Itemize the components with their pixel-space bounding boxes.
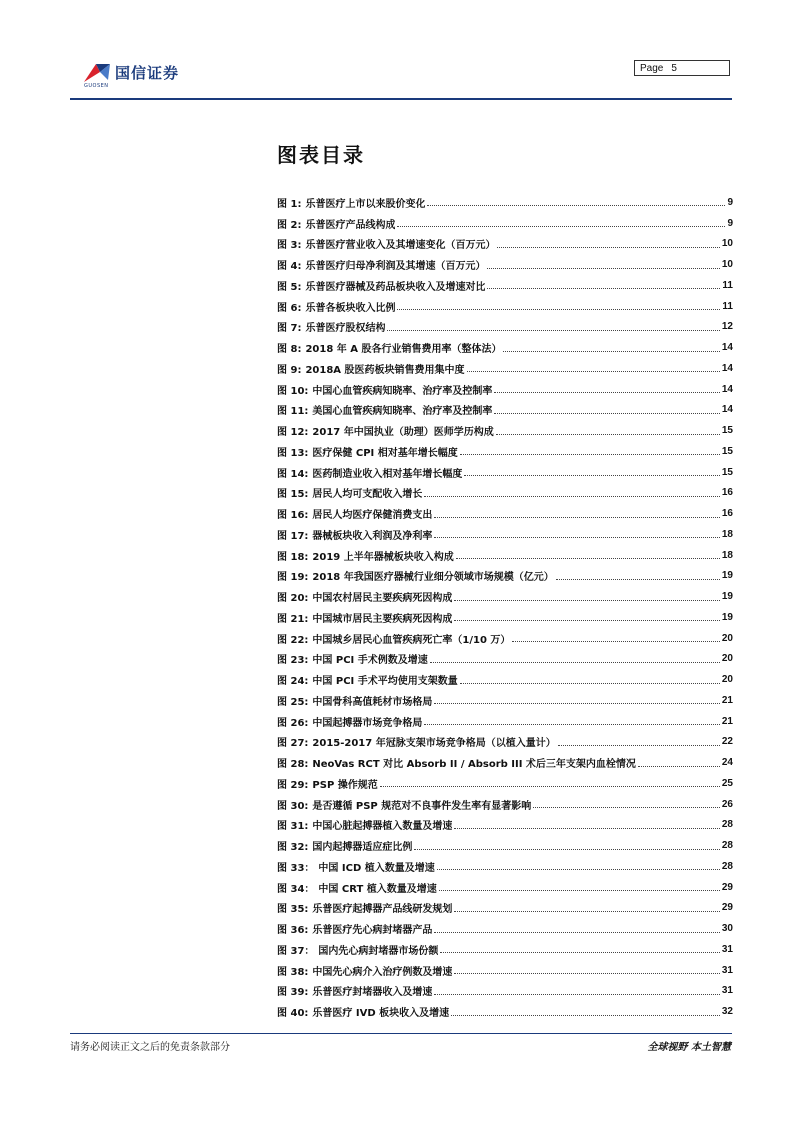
toc-page-number: 25 bbox=[721, 777, 733, 789]
toc-figure-title: 美国心血管疾病知晓率、治疗率及控制率 bbox=[312, 406, 493, 418]
toc-figure-number: 图 13: bbox=[277, 447, 309, 459]
toc-figure-number: 图 11: bbox=[277, 406, 309, 418]
toc-leader-dots bbox=[434, 702, 719, 704]
toc-figure-title: 乐普医疗起搏器产品线研发规划 bbox=[312, 904, 453, 916]
toc-entry[interactable] bbox=[277, 939, 733, 960]
toc-leader-dots bbox=[467, 370, 720, 372]
toc-entry[interactable] bbox=[277, 690, 733, 711]
toc-leader-dots bbox=[460, 682, 720, 684]
toc-entry[interactable] bbox=[277, 773, 733, 794]
toc-figure-number: 图 29: bbox=[277, 779, 309, 791]
toc-figure-number: 图 18: bbox=[277, 551, 309, 563]
toc-figure-number: 图 32: bbox=[277, 842, 309, 854]
toc-entry[interactable] bbox=[277, 379, 733, 400]
toc-page-number: 30 bbox=[721, 923, 733, 935]
toc-figure-title: 乐普医疗先心病封堵器产品 bbox=[312, 925, 433, 937]
toc-figure-number: 图 39: bbox=[277, 987, 309, 999]
toc-leader-dots bbox=[487, 287, 720, 289]
toc-figure-title: 中国起搏器市场竞争格局 bbox=[312, 717, 423, 729]
toc-page-number: 20 bbox=[721, 632, 733, 644]
toc-leader-dots bbox=[424, 495, 719, 497]
page-number: 5 bbox=[671, 63, 677, 74]
toc-leader-dots bbox=[451, 1014, 720, 1016]
toc-figure-title: 乐普医疗上市以来股价变化 bbox=[305, 198, 426, 210]
toc-figure-title: 居民人均可支配收入增长 bbox=[312, 489, 423, 501]
toc-figure-title: 中国城乡居民心血管疾病死亡率（1/10 万） bbox=[312, 634, 511, 646]
toc-figure-number: 图 6: bbox=[277, 302, 302, 314]
toc-entry[interactable] bbox=[277, 420, 733, 441]
toc-figure-number: 图 26: bbox=[277, 717, 309, 729]
toc-figure-title: 国内起搏器适应症比例 bbox=[312, 842, 413, 854]
toc-figure-title: 医疗保健 CPI 相对基年增长幅度 bbox=[312, 447, 458, 459]
toc-entry[interactable] bbox=[277, 317, 733, 338]
toc-leader-dots bbox=[454, 599, 719, 601]
toc-figure-number: 图 22: bbox=[277, 634, 309, 646]
toc-figure-number: 图 4: bbox=[277, 261, 302, 273]
toc-leader-dots bbox=[460, 453, 720, 455]
toc-leader-dots bbox=[430, 661, 720, 663]
toc-figure-title: 2019 上半年器械板块收入构成 bbox=[312, 551, 454, 563]
toc-entry[interactable] bbox=[277, 1001, 733, 1022]
toc-figure-title: 乐普医疗产品线构成 bbox=[305, 219, 396, 231]
toc-page-number: 10 bbox=[721, 238, 733, 250]
toc-leader-dots bbox=[424, 723, 719, 725]
toc-entry[interactable] bbox=[277, 254, 733, 275]
toc-figure-title: 国内先心病封堵器市场份额 bbox=[318, 945, 439, 957]
toc-entry[interactable] bbox=[277, 856, 733, 877]
toc-entry[interactable] bbox=[277, 462, 733, 483]
toc-entry[interactable] bbox=[277, 877, 733, 898]
toc-page-number: 29 bbox=[721, 881, 733, 893]
footer-divider bbox=[70, 1033, 732, 1034]
company-logo bbox=[82, 56, 202, 90]
toc-leader-dots bbox=[638, 765, 720, 767]
toc-figure-title: 乐普医疗封堵器收入及增速 bbox=[312, 987, 433, 999]
toc-leader-dots bbox=[456, 557, 720, 559]
toc-leader-dots bbox=[414, 848, 719, 850]
toc-page-number: 18 bbox=[721, 528, 733, 540]
toc-figure-number: 图 21: bbox=[277, 613, 309, 625]
toc-figure-number: 图 1: bbox=[277, 198, 302, 210]
toc-leader-dots bbox=[494, 412, 719, 414]
toc-entry[interactable] bbox=[277, 628, 733, 649]
footer-disclaimer: 请务必阅读正文之后的免责条款部分 bbox=[70, 1042, 230, 1053]
toc-figure-number: 图 3: bbox=[277, 240, 302, 252]
toc-page-number: 14 bbox=[721, 362, 733, 374]
toc-entry[interactable] bbox=[277, 898, 733, 919]
toc-entry[interactable] bbox=[277, 586, 733, 607]
toc-entry[interactable] bbox=[277, 358, 733, 379]
toc-figure-title: 乐普医疗股权结构 bbox=[305, 323, 386, 335]
toc-figure-title: 乐普医疗营业收入及其增速变化（百万元） bbox=[305, 240, 496, 252]
toc-leader-dots bbox=[454, 910, 719, 912]
toc-figure-title: 2018 年 A 股各行业销售费用率（整体法） bbox=[305, 344, 502, 356]
toc-page-number: 15 bbox=[721, 445, 733, 457]
toc-figure-title: 中国骨科高值耗材市场格局 bbox=[312, 696, 433, 708]
toc-page-number: 22 bbox=[721, 736, 733, 748]
toc-figure-number: 图 16: bbox=[277, 510, 309, 522]
toc-figure-number: 图 25: bbox=[277, 696, 309, 708]
toc-entry[interactable] bbox=[277, 711, 733, 732]
toc-leader-dots bbox=[439, 889, 720, 891]
toc-leader-dots bbox=[427, 204, 725, 206]
toc-figure-title: 2015-2017 年冠脉支架市场竞争格局（以植入量计） bbox=[312, 738, 556, 750]
toc-figure-title: 2018A 股医药板块销售费用集中度 bbox=[305, 364, 465, 376]
table-of-figures bbox=[277, 192, 733, 1022]
toc-leader-dots bbox=[440, 951, 719, 953]
toc-page-number: 10 bbox=[721, 259, 733, 271]
toc-figure-title: 医药制造业收入相对基年增长幅度 bbox=[312, 468, 463, 480]
toc-page-number: 28 bbox=[721, 860, 733, 872]
toc-entry[interactable] bbox=[277, 213, 733, 234]
toc-leader-dots bbox=[454, 972, 719, 974]
company-name: 国信证券 bbox=[115, 64, 180, 82]
toc-entry[interactable] bbox=[277, 732, 733, 753]
toc-entry[interactable] bbox=[277, 835, 733, 856]
toc-entry[interactable] bbox=[277, 649, 733, 670]
toc-entry[interactable] bbox=[277, 669, 733, 690]
toc-page-number: 31 bbox=[721, 964, 733, 976]
toc-page-number: 11 bbox=[722, 300, 733, 312]
toc-figure-title: PSP 操作规范 bbox=[312, 779, 378, 791]
toc-leader-dots bbox=[497, 246, 719, 248]
toc-figure-title: 中国心血管疾病知晓率、治疗率及控制率 bbox=[312, 385, 493, 397]
toc-entry[interactable] bbox=[277, 566, 733, 587]
toc-figure-title: 是否遵循 PSP 规范对不良事件发生率有显著影响 bbox=[312, 800, 532, 812]
toc-leader-dots bbox=[558, 744, 720, 746]
toc-figure-title: 中国 ICD 植入数量及增速 bbox=[318, 862, 435, 874]
toc-entry[interactable] bbox=[277, 981, 733, 1002]
toc-entry[interactable] bbox=[277, 296, 733, 317]
toc-leader-dots bbox=[437, 868, 720, 870]
toc-figure-title: 中国农村居民主要疾病死因构成 bbox=[312, 593, 453, 605]
toc-figure-title: 中国心脏起搏器植入数量及增速 bbox=[312, 821, 453, 833]
toc-figure-number: 图 10: bbox=[277, 385, 309, 397]
toc-page-number: 11 bbox=[722, 279, 733, 291]
page-label: Page bbox=[640, 63, 664, 74]
toc-leader-dots bbox=[533, 806, 720, 808]
toc-figure-number: 图 9: bbox=[277, 364, 302, 376]
toc-leader-dots bbox=[397, 225, 725, 227]
toc-figure-number: 图 37： bbox=[277, 945, 315, 957]
toc-page-number: 28 bbox=[721, 840, 733, 852]
toc-figure-number: 图 40: bbox=[277, 1008, 309, 1020]
toc-page-number: 29 bbox=[721, 902, 733, 914]
toc-leader-dots bbox=[487, 267, 719, 269]
toc-page-number: 32 bbox=[721, 1006, 733, 1018]
toc-entry[interactable] bbox=[277, 524, 733, 545]
toc-leader-dots bbox=[503, 350, 719, 352]
toc-page-number: 12 bbox=[721, 321, 733, 333]
toc-figure-number: 图 23: bbox=[277, 655, 309, 667]
toc-figure-number: 图 35: bbox=[277, 904, 309, 916]
toc-entry[interactable] bbox=[277, 400, 733, 421]
page-title: 图表目录 bbox=[277, 143, 365, 167]
toc-entry[interactable] bbox=[277, 275, 733, 296]
toc-figure-number: 图 15: bbox=[277, 489, 309, 501]
toc-figure-title: 乐普各板块收入比例 bbox=[305, 302, 396, 314]
toc-figure-number: 图 20: bbox=[277, 593, 309, 605]
toc-leader-dots bbox=[387, 329, 719, 331]
toc-leader-dots bbox=[454, 619, 719, 621]
toc-figure-title: 乐普医疗归母净利润及其增速（百万元） bbox=[305, 261, 486, 273]
toc-entry[interactable] bbox=[277, 192, 733, 213]
toc-entry[interactable] bbox=[277, 815, 733, 836]
toc-leader-dots bbox=[494, 391, 719, 393]
toc-leader-dots bbox=[434, 516, 719, 518]
toc-page-number: 31 bbox=[721, 943, 733, 955]
toc-page-number: 14 bbox=[721, 342, 733, 354]
toc-figure-title: NeoVas RCT 对比 Absorb II / Absorb III 术后三年支架内血栓情况 bbox=[312, 759, 636, 771]
toc-entry[interactable] bbox=[277, 960, 733, 981]
toc-leader-dots bbox=[397, 308, 720, 310]
toc-figure-number: 图 30: bbox=[277, 800, 309, 812]
toc-entry[interactable] bbox=[277, 337, 733, 358]
toc-page-number: 19 bbox=[721, 591, 733, 603]
toc-page-number: 21 bbox=[721, 715, 733, 727]
toc-entry[interactable] bbox=[277, 483, 733, 504]
toc-figure-number: 图 12: bbox=[277, 427, 309, 439]
toc-page-number: 26 bbox=[721, 798, 733, 810]
toc-entry[interactable] bbox=[277, 234, 733, 255]
toc-figure-title: 中国 PCI 手术例数及增速 bbox=[312, 655, 428, 667]
toc-page-number: 19 bbox=[721, 611, 733, 623]
toc-figure-title: 2018 年我国医疗器械行业细分领域市场规模（亿元） bbox=[312, 572, 554, 584]
toc-figure-number: 图 5: bbox=[277, 281, 302, 293]
toc-figure-number: 图 34： bbox=[277, 883, 315, 895]
toc-figure-number: 图 14: bbox=[277, 468, 309, 480]
toc-page-number: 9 bbox=[727, 217, 733, 229]
toc-figure-number: 图 8: bbox=[277, 344, 302, 356]
toc-page-number: 14 bbox=[721, 404, 733, 416]
toc-leader-dots bbox=[434, 536, 719, 538]
company-name-en: GUOSEN bbox=[84, 83, 109, 89]
toc-page-number: 16 bbox=[721, 487, 733, 499]
toc-figure-number: 图 17: bbox=[277, 530, 309, 542]
toc-figure-title: 居民人均医疗保健消费支出 bbox=[312, 510, 433, 522]
toc-page-number: 18 bbox=[721, 549, 733, 561]
toc-leader-dots bbox=[434, 993, 719, 995]
toc-figure-number: 图 7: bbox=[277, 323, 302, 335]
toc-page-number: 20 bbox=[721, 653, 733, 665]
toc-figure-number: 图 24: bbox=[277, 676, 309, 688]
toc-page-number: 20 bbox=[721, 674, 733, 686]
toc-leader-dots bbox=[464, 474, 719, 476]
toc-leader-dots bbox=[454, 827, 719, 829]
footer-slogan: 全球视野 本土智慧 bbox=[647, 1042, 731, 1053]
toc-entry[interactable] bbox=[277, 918, 733, 939]
toc-page-number: 19 bbox=[721, 570, 733, 582]
toc-page-number: 15 bbox=[721, 466, 733, 478]
toc-page-number: 14 bbox=[721, 383, 733, 395]
toc-page-number: 21 bbox=[721, 694, 733, 706]
toc-entry[interactable] bbox=[277, 545, 733, 566]
toc-page-number: 15 bbox=[721, 425, 733, 437]
toc-figure-title: 中国 PCI 手术平均使用支架数量 bbox=[312, 676, 458, 688]
toc-figure-number: 图 33： bbox=[277, 862, 315, 874]
toc-leader-dots bbox=[512, 640, 719, 642]
toc-figure-number: 图 28: bbox=[277, 759, 309, 771]
toc-leader-dots bbox=[380, 785, 720, 787]
toc-figure-number: 图 36: bbox=[277, 925, 309, 937]
toc-entry[interactable] bbox=[277, 503, 733, 524]
toc-leader-dots bbox=[556, 578, 720, 580]
toc-entry[interactable] bbox=[277, 794, 733, 815]
toc-page-number: 28 bbox=[721, 819, 733, 831]
toc-entry[interactable] bbox=[277, 752, 733, 773]
header-divider bbox=[70, 98, 732, 100]
toc-figure-number: 图 2: bbox=[277, 219, 302, 231]
toc-figure-title: 器械板块收入利润及净利率 bbox=[312, 530, 433, 542]
toc-figure-title: 中国先心病介入治疗例数及增速 bbox=[312, 966, 453, 978]
toc-entry[interactable] bbox=[277, 441, 733, 462]
toc-figure-title: 乐普医疗 IVD 板块收入及增速 bbox=[312, 1008, 450, 1020]
toc-leader-dots bbox=[496, 433, 720, 435]
page-indicator bbox=[634, 60, 730, 76]
toc-figure-title: 2017 年中国执业（助理）医师学历构成 bbox=[312, 427, 494, 439]
toc-leader-dots bbox=[434, 931, 719, 933]
toc-page-number: 16 bbox=[721, 508, 733, 520]
toc-figure-number: 图 19: bbox=[277, 572, 309, 584]
toc-page-number: 24 bbox=[721, 757, 733, 769]
toc-figure-number: 图 31: bbox=[277, 821, 309, 833]
toc-figure-title: 乐普医疗器械及药品板块收入及增速对比 bbox=[305, 281, 486, 293]
toc-page-number: 9 bbox=[727, 196, 733, 208]
toc-page-number: 31 bbox=[721, 985, 733, 997]
toc-figure-number: 图 27: bbox=[277, 738, 309, 750]
toc-figure-number: 图 38: bbox=[277, 966, 309, 978]
toc-figure-title: 中国 CRT 植入数量及增速 bbox=[318, 883, 437, 895]
toc-entry[interactable] bbox=[277, 607, 733, 628]
toc-figure-title: 中国城市居民主要疾病死因构成 bbox=[312, 613, 453, 625]
